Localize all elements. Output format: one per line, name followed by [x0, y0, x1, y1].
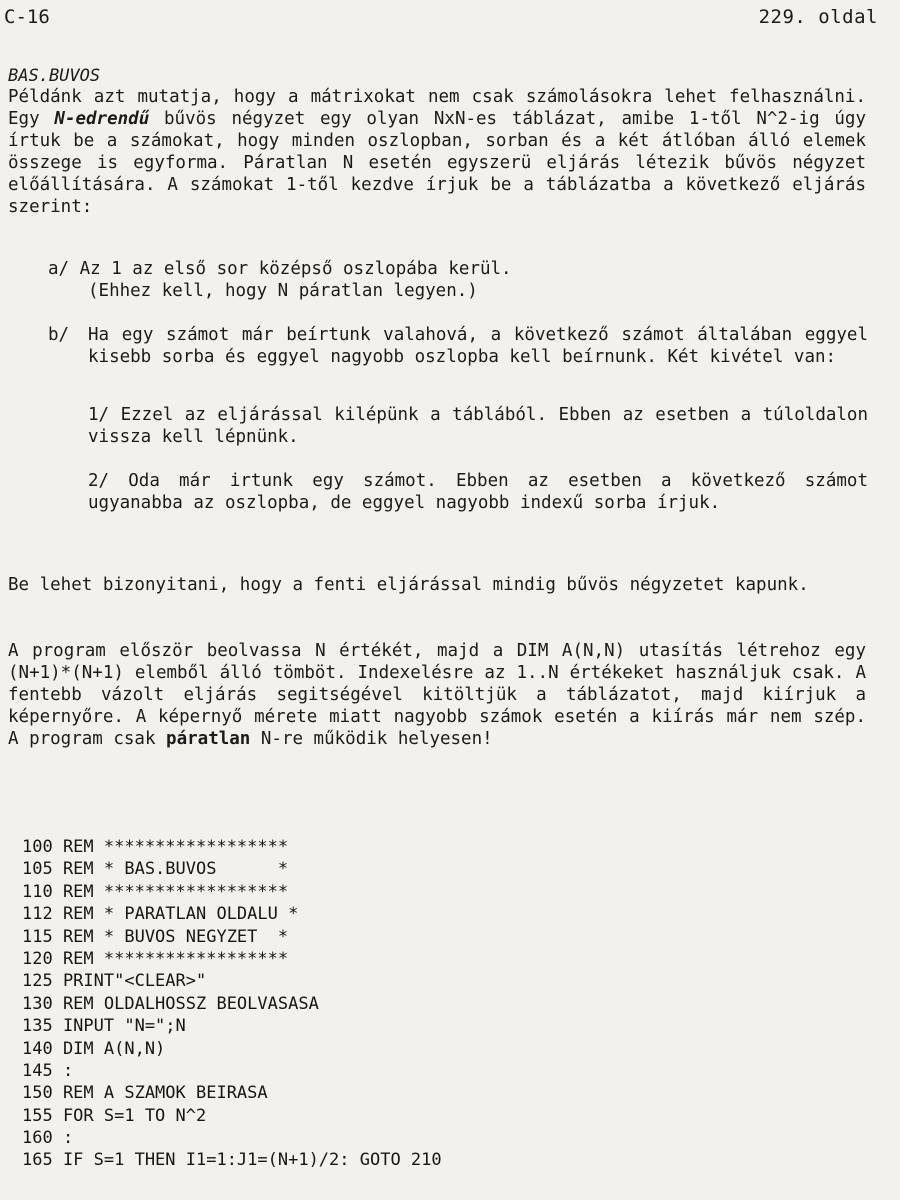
code-line: 160 : [22, 1128, 74, 1149]
page-number: 229. oldal [758, 6, 878, 28]
list-item-label: b/ [48, 325, 70, 345]
sub-item-1: 1/ Ezzel az eljárással kilépünk a táblából. Ebben az esetben a túloldalon vissza kell lépnünk. [88, 405, 868, 447]
program-explanation-paragraph: A program először beolvassa N értékét, majd a DIM A(N,N) utasítás létrehoz egy (N+1)*(N+1) elemből álló tömböt. Indexelésre az 1..N értékeket használjuk csak. A fentebb vázolt eljárás segitségével kitöltjük a táblázatot, majd kiírjuk a képernyőre. A képernyő mérete miatt nagyobb számok esetén a kiírás már nem szép. A program csak páratlan N-re működik helyesen! [8, 641, 866, 749]
basic-code-listing [22, 836, 642, 1172]
code-line: 100 REM ****************** [22, 837, 289, 857]
code-line: 130 REM OLDALHOSSZ BEOLVASASA [22, 993, 319, 1014]
code-line: 145 : [22, 1060, 74, 1081]
page-header [4, 6, 878, 32]
emphasis-odd: páratlan [166, 729, 251, 749]
code-line: 150 REM A SZAMOK BEIRASA [22, 1083, 268, 1104]
list-item-b: b/ Ha egy számot már beírtunk valahová, a következő számot általában eggyel kisebb sorba és eggyel nagyobb oszlopba kell beírnunk. Két kivétel van: [48, 325, 868, 367]
code-line: 105 REM * BAS.BUVOS * [22, 859, 289, 880]
code-line: 120 REM ****************** [22, 948, 289, 969]
code-line: 112 REM * PARATLAN OLDALU * [22, 904, 299, 925]
section-title: BAS.BUVOS [8, 66, 101, 86]
chapter-page-code: C-16 [4, 6, 50, 28]
code-line: 110 REM ****************** [22, 881, 289, 902]
code-line: 125 PRINT"<CLEAR>" [22, 971, 207, 992]
list-item-a: a/ Az 1 az első sor középső oszlopába kerül. (Ehhez kell, hogy N páratlan legyen.) [48, 259, 512, 301]
proof-note-paragraph: Be lehet bizonyitani, hogy a fenti eljárással mindig bűvös négyzetet kapunk. [8, 575, 809, 595]
code-line: 165 IF S=1 THEN I1=1:J1=(N+1)/2: GOTO 210 [22, 1150, 442, 1171]
list-item-label: a/ [48, 259, 70, 279]
code-line: 115 REM * BUVOS NEGYZET * [22, 926, 289, 947]
code-line: 135 INPUT "N=";N [22, 1016, 186, 1037]
code-line: 155 FOR S=1 TO N^2 [22, 1105, 207, 1126]
intro-paragraph: Példánk azt mutatja, hogy a mátrixokat nem csak számolásokra lehet felhasználni. Egy N-edrendű bűvös négyzet egy olyan NxN-es táblázat, amibe 1-től N^2-ig úgy írtuk be a számokat, hogy minden oszlopban, sorban és a két átlóban álló elemek összege is egyforma. Páratlan N esetén egyszerü eljárás létezik bűvös négyzet előállítására. A számokat 1-től kezdve írjuk be a táblázatba a következő eljárás szerint: [8, 87, 867, 217]
sub-item-2: 2/ Oda már irtunk egy számot. Ebben az esetben a következő számot ugyanabba az oszlopba, de eggyel nagyobb indexű sorba írjuk. [88, 471, 868, 513]
code-line: 140 DIM A(N,N) [22, 1038, 166, 1059]
emphasis-n-order: N-edrendű [54, 109, 150, 129]
